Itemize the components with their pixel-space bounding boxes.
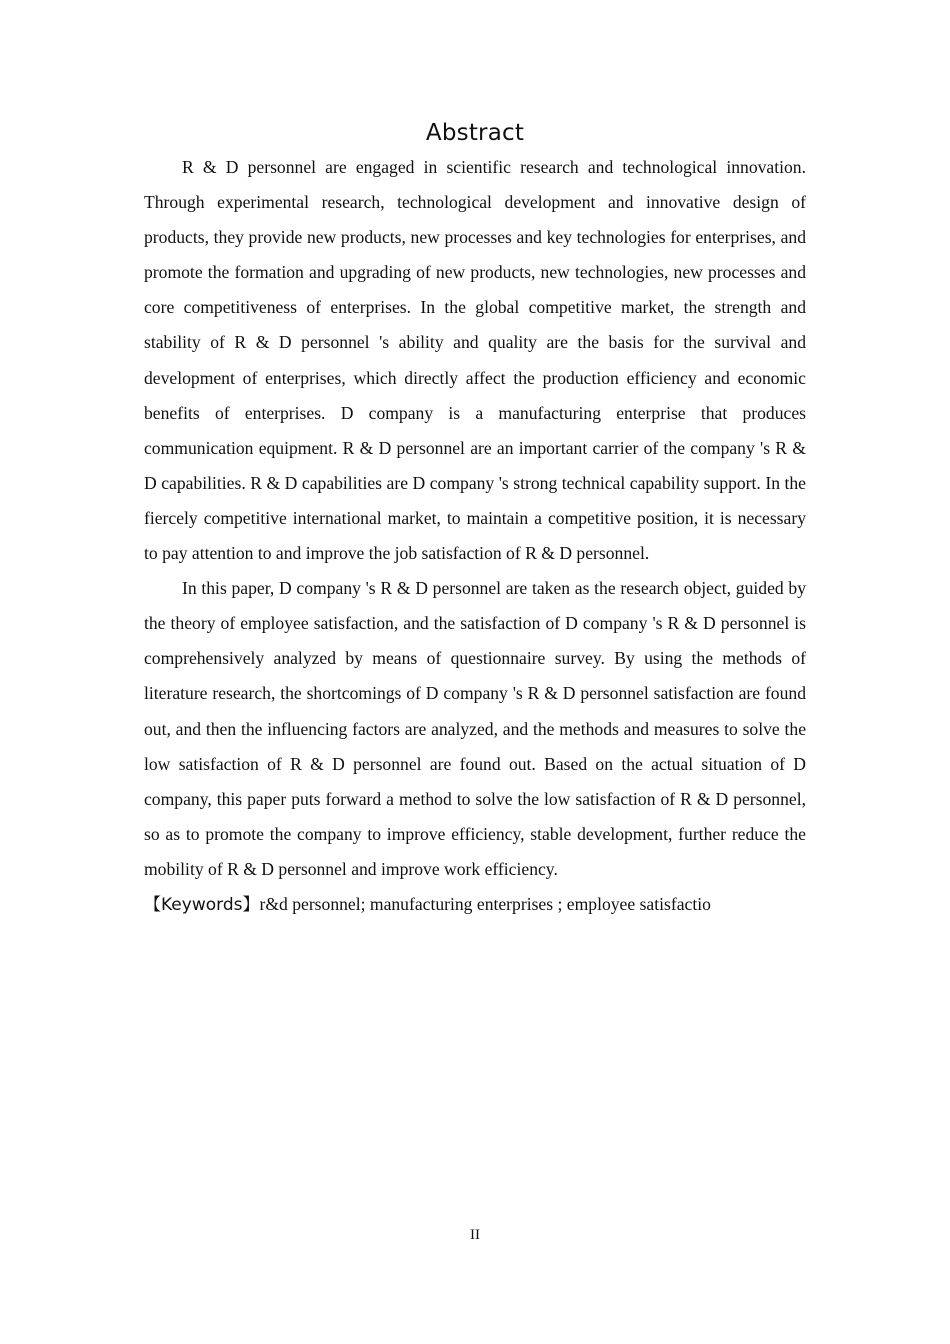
keywords-text: r&d personnel; manufacturing enterprises ; employee satisfactio [259,893,711,914]
page-number: II [470,1227,480,1243]
keywords-label: 【Keywords】 [144,894,260,915]
abstract-paragraph-1: R & D personnel are engaged in scientific research and technological innovation. Through experimental research, technological development and innovative design of products, they provide new products, new processes and key technologies for enterprises, and promote the formation and upgrading of new products, new technologies, new processes and core competitiveness of enterprises. In the global competitive market, the strength and stability of R & D personnel 's ability and quality are the basis for the survival and development of enterprises, which directly affect the production efficiency and economic benefits of enterprises. D company is a manufacturing enterprise that produces communication equipment. R & D personnel are an important carrier of the company 's R & D capabilities. R & D capabilities are D company 's strong technical capability support. In the fiercely competitive international market, to maintain a competitive position, it is necessary to pay attention to and improve the job satisfaction of R & D personnel. [144,157,806,564]
abstract-paragraph-2: In this paper, D company 's R & D personnel are taken as the research object, guided by the theory of employee satisfaction, and the satisfaction of D company 's R & D personnel is comprehensively analyzed by means of questionnaire survey. By using the methods of literature research, the shortcomings of D company 's R & D personnel satisfaction are found out, and then the influencing factors are analyzed, and the methods and measures to solve the low satisfaction of R & D personnel are found out. Based on the actual situation of D company, this paper puts forward a method to solve the low satisfaction of R & D personnel, so as to promote the company to improve efficiency, stable development, further reduce the mobility of R & D personnel and improve work efficiency. [144,578,806,879]
keywords-line [144,887,806,923]
abstract-body [144,150,806,923]
abstract-title: Abstract [425,120,525,146]
